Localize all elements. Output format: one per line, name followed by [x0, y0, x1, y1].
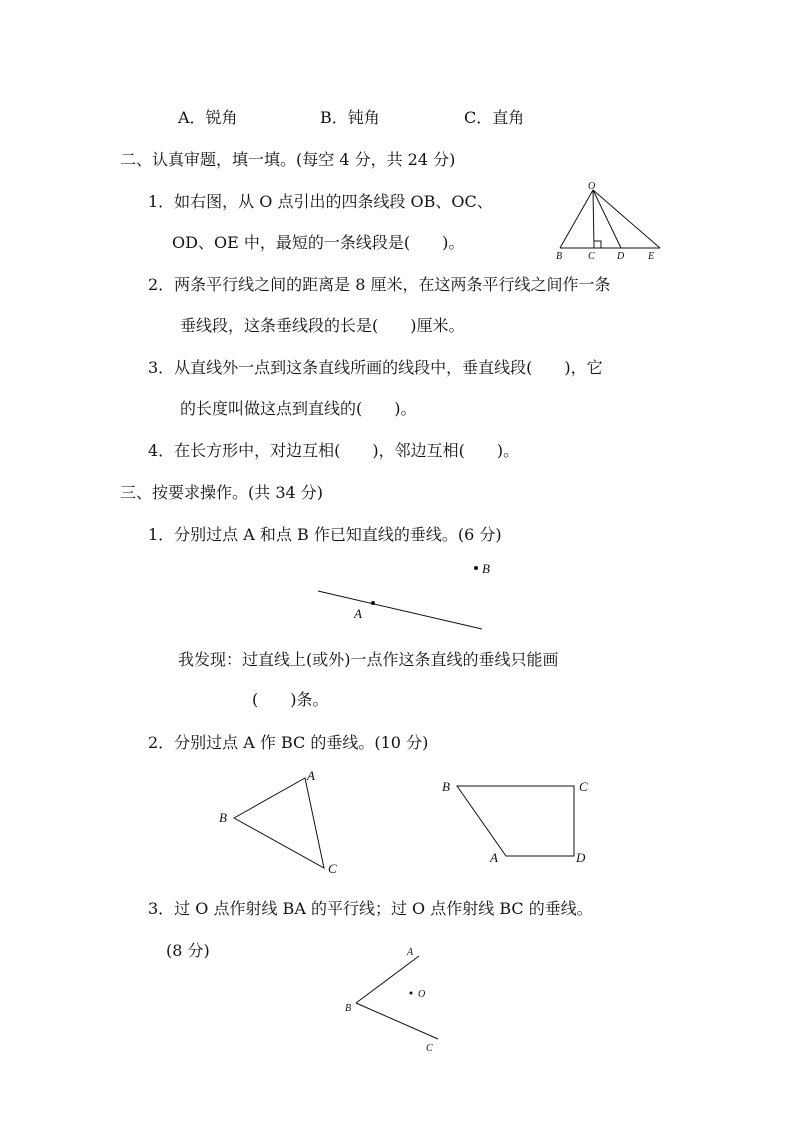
label-d: D — [576, 850, 586, 865]
s2-q3-line1: 3．从直线外一点到这条直线所画的线段中，垂直线段( )，它 — [148, 358, 603, 377]
label-b: B — [345, 1003, 352, 1014]
section3-heading: 三、按要求操作。(共 34 分) — [120, 483, 324, 502]
trapezoid-figure — [438, 772, 598, 872]
label-d: D — [617, 251, 625, 262]
line-points-figure — [310, 555, 510, 635]
triangle-figure — [215, 768, 345, 878]
choice-b: B．钝角 — [320, 108, 380, 127]
choice-c: C．直角 — [464, 108, 525, 127]
s2-q1-line1: 1．如右图，从 O 点引出的四条线段 OB、OC、 — [148, 192, 493, 211]
choice-a: A．锐角 — [178, 108, 238, 127]
label-a: A — [354, 606, 362, 621]
s3-q3-line1: 3．过 O 点作射线 BA 的平行线；过 O 点作射线 BC 的垂线。 — [148, 899, 593, 918]
label-b: B — [442, 779, 450, 794]
label-c: C — [579, 779, 588, 794]
label-b: B — [556, 251, 563, 262]
label-o: O — [418, 989, 426, 1000]
s3-q3-points: (8 分) — [166, 941, 210, 960]
label-c: C — [426, 1043, 433, 1054]
s2-q3-line2: 的长度叫做这点到直线的( )。 — [180, 399, 417, 418]
section2-heading: 二、认真审题，填一填。(每空 4 分，共 24 分) — [120, 150, 456, 169]
s2-q1-line2: OD、OE 中，最短的一条线段是( )。 — [172, 233, 465, 252]
label-a: A — [407, 947, 414, 958]
label-e: E — [648, 251, 655, 262]
s3-q1-line1: 1．分别过点 A 和点 B 作已知直线的垂线。(6 分) — [148, 525, 502, 544]
s2-q2-line2: 垂线段，这条垂线段的长是( )厘米。 — [180, 316, 465, 335]
s2-q4-line1: 4．在长方形中，对边互相( )，邻边互相( )。 — [148, 441, 520, 460]
label-c: C — [588, 251, 595, 262]
label-b: B — [219, 810, 227, 825]
s3-q1-find2: ( )条。 — [252, 690, 329, 709]
label-a: A — [490, 850, 498, 865]
label-o: O — [588, 181, 596, 192]
s2-q2-line1: 2．两条平行线之间的距离是 8 厘米，在这两条平行线之间作一条 — [148, 275, 611, 294]
angle-figure — [338, 940, 458, 1060]
s3-q2-line1: 2．分别过点 A 作 BC 的垂线。(10 分) — [148, 733, 429, 752]
label-a: A — [307, 768, 315, 783]
segments-figure — [548, 180, 668, 260]
s3-q1-find: 我发现：过直线上(或外)一点作这条直线的垂线只能画 — [178, 650, 559, 669]
label-b: B — [482, 561, 490, 576]
label-c: C — [328, 861, 337, 876]
